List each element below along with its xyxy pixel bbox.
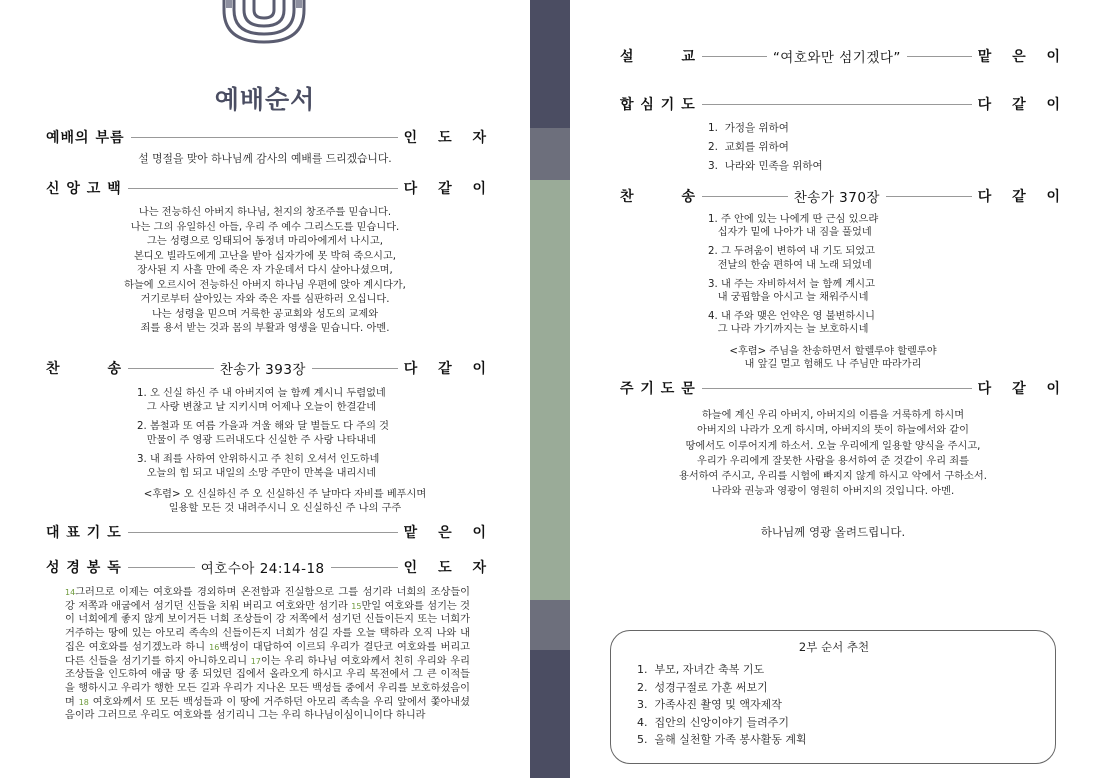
- verse-text: 백성이 대답하여 이르되 우리가 결단코 여호와를 버리고 다른 신들을 섬기기를 하지 아니하오리니: [65, 641, 471, 667]
- creed-line: 나는 그의 유일하신 아들, 우리 주 예수 그리스도를 믿습니다.: [130, 221, 400, 233]
- lords-prayer-label: 주 기 도 문: [620, 381, 696, 397]
- hymn-label: 찬 송: [620, 189, 697, 205]
- divider-line: [128, 532, 398, 533]
- hymn-line: 내 궁핍함을 아시고 늘 채워주시네: [708, 292, 869, 304]
- spine-segment: [530, 128, 570, 180]
- hymn-label: 찬 송: [46, 361, 123, 377]
- hymn-line: 그 사랑 변찮고 날 지키시며 어제나 오늘이 한결같네: [137, 401, 377, 413]
- scripture-reference: 여호수아 24:14-18: [200, 561, 325, 577]
- right-page: [570, 0, 1100, 778]
- hymn-heading: [46, 358, 495, 378]
- call-to-worship-label: 예배의 부름: [46, 130, 125, 146]
- verse-number: 14: [65, 588, 76, 597]
- hymn-line: 전날의 한숨 편하여 내 노래 되었네: [708, 259, 872, 271]
- hymn-line: 3. 내 죄를 사하여 안위하시고 주 친히 오셔서 인도하네: [137, 454, 380, 465]
- verse-text: 만일 여호와를 섬기는 것이 너희에게 좋지 않게 보이거든 너희 조상들이 강 저쪽에서 섬기던 신들이든지 또는 너희가 거주하는 땅에 있는 아모리 족속의 신들이든지 너희가 섬길 자를 오늘 택하라 오직 나와 내 집은 여호와를 섬기겠노라 하니: [65, 600, 470, 653]
- unison-prayer-label: 합 심 기 도: [620, 97, 696, 113]
- creed-line: 장사된 지 사흘 만에 죽은 자 가운데서 다시 살아나셨으며,: [137, 265, 393, 276]
- divider-line: [128, 188, 398, 189]
- hymn-line: 2. 그 두려움이 변하여 내 기도 되었고: [708, 246, 875, 258]
- creed-line: 본디오 빌라도에게 고난을 받아 십자가에 못 박혀 죽으시고,: [133, 250, 397, 262]
- hymn-verses: [137, 387, 389, 480]
- divider-line: [331, 567, 398, 568]
- hymn-line: 3. 내 주는 자비하셔서 늘 함께 계시고: [708, 278, 875, 290]
- hymn-line: 4. 내 주와 맺은 언약은 영 불변하시니: [708, 311, 875, 323]
- recommendation-item: 1. 부모, 자녀간 축복 기도: [637, 663, 765, 676]
- rep-prayer-leader: 맡 은 이: [403, 525, 494, 541]
- lords-prayer-line: 용서하여 주시고, 우리를 시험에 빠지지 않게 하시고 악에서 구하소서.: [679, 471, 987, 483]
- divider-line: [702, 104, 972, 105]
- hymn-verses: [708, 213, 878, 337]
- divider-line: [907, 56, 972, 57]
- verse-number: 16: [209, 642, 220, 652]
- sermon-label: 설 교: [620, 49, 697, 65]
- hymn-leader: 다 같 이: [977, 189, 1069, 205]
- creed-line: 죄를 용서 받는 것과 몸의 부활과 영생을 믿습니다. 아멘.: [140, 323, 390, 334]
- hymn-heading: [620, 186, 1069, 206]
- hymn-line: 1. 오 신실 하신 주 내 아버지여 늘 함께 계시니 두렴없네: [137, 388, 386, 399]
- unison-prayer-heading: [620, 94, 1068, 114]
- call-to-worship-text: 설 명절을 맞아 하나님께 감사의 예배를 드리겠습니다.: [138, 152, 392, 165]
- hymn-line: 오늘의 힘 되고 내일의 소망 주만이 만복을 내리시네: [137, 467, 377, 479]
- verse-number: 17: [250, 656, 261, 666]
- hymn-line: 그 나라 가기까지는 늘 보호하시네: [708, 324, 869, 336]
- scripture-leader: 인 도 자: [403, 560, 494, 576]
- creed-line: 나는 성령을 믿으며 거룩한 공교회와 성도의 교제와: [151, 308, 379, 320]
- lords-prayer-line: 하늘에 계신 우리 아버지, 아버지의 이름을 거룩하게 하시며: [701, 410, 965, 421]
- divider-line: [702, 56, 767, 57]
- verse-text: 여호와께서 또 모든 백성들과 이 땅에 거주하던 아모리 족속을 우리 앞에서 쫓아내셨음이라 그러므로 우리도 여호와를 섬기리니 그는 우리 하나님이심이니이다 하니라: [65, 696, 470, 722]
- page-title: 예배순서: [214, 85, 316, 114]
- hymn-chorus-line: 내 앞길 멀고 험해도 나 주님만 따라가리: [744, 359, 922, 371]
- hymn-chorus-line: <후렴> 오 신실하신 주 오 신실하신 주 날마다 자비를 베푸시며: [143, 489, 427, 500]
- rep-prayer-label: 대 표 기 도: [46, 525, 122, 541]
- rep-prayer-heading: [46, 522, 494, 542]
- verse-number: 15: [351, 601, 362, 611]
- spine-segment: [530, 600, 570, 650]
- hymn-title: 찬송가 393장: [219, 362, 306, 378]
- lords-prayer-line: 땅에서도 이루어지게 하소서. 오늘 우리에게 일용할 양식을 주시고,: [685, 440, 981, 452]
- spine-segment: [530, 650, 570, 778]
- recommendation-list: [637, 661, 807, 749]
- creed-line: 거기로부터 살아있는 자와 죽은 자를 심판하러 오십니다.: [140, 294, 390, 305]
- spine-segment: [530, 0, 570, 128]
- lords-prayer-line: 나라와 권능과 영광이 영원히 아버지의 것입니다. 아멘.: [711, 486, 955, 498]
- creed-text: [0, 206, 530, 337]
- sermon-title: “여호와만 섬기겠다”: [772, 50, 901, 66]
- divider-line: [312, 368, 398, 369]
- divider-line: [128, 567, 195, 568]
- hymn-chorus-line: <후렴> 주님을 찬송하면서 할렐루야 할렐루야: [729, 346, 937, 357]
- hymn-chorus: [0, 488, 530, 515]
- recommendation-title: 2부 순서 추천: [798, 640, 870, 654]
- divider-line: [702, 388, 972, 389]
- call-to-worship-heading: [46, 127, 494, 147]
- hymn-line: 1. 주 안에 있는 나에게 딴 근심 있으랴: [708, 214, 879, 225]
- sermon-heading: [620, 46, 1069, 66]
- hymn-chorus-line: 일용할 모든 것 내려주시니 오 신실하신 주 나의 구주: [168, 502, 402, 514]
- recommendation-item: 5. 올해 실천할 가족 봉사활동 계획: [637, 733, 807, 746]
- hymn-title: 찬송가 370장: [793, 190, 880, 206]
- recommendation-item: 4. 집안의 신앙이야기 들려주기: [637, 715, 789, 729]
- creed-line: 하늘에 오르시어 전능하신 아버지 하나님 우편에 앉아 계시다가,: [124, 279, 406, 291]
- lords-prayer-text: [570, 408, 1096, 500]
- hymn-leader: 다 같 이: [403, 361, 495, 377]
- divider-line: [886, 196, 972, 197]
- prayer-item: 2. 교회를 위하여: [708, 141, 789, 153]
- divider-line: [702, 196, 788, 197]
- closing-text: 하나님께 영광 올려드립니다.: [760, 525, 906, 539]
- call-to-worship-leader: 인 도 자: [403, 130, 494, 146]
- creed-line: 나는 전능하신 아버지 하나님, 천지의 창조주를 믿습니다.: [138, 207, 392, 218]
- verse-number: 18: [78, 697, 89, 707]
- recommendation-box: [610, 630, 1056, 764]
- lords-prayer-line: 아버지의 나라가 오게 하시며, 아버지의 뜻이 하늘에서와 같이: [697, 425, 969, 437]
- creed-leader: 다 같 이: [403, 181, 494, 197]
- recommendation-item: 2. 성경구절로 가훈 써보기: [637, 680, 768, 694]
- verse-text: 그러므로 이제는 여호와를 경외하며 온전함과 진실함으로 그를 섬기라 너희의 조상들이 강 저쪽과 애굽에서 섬기던 신들을 치워 버리고 여호와만 섬기라: [65, 587, 470, 612]
- unison-prayer-leader: 다 같 이: [977, 97, 1068, 113]
- recommendation-item: 3. 가족사진 촬영 및 액자제작: [637, 698, 782, 711]
- spine-segment: [530, 180, 570, 600]
- book-spine: [530, 0, 570, 778]
- divider-line: [131, 137, 398, 138]
- lords-prayer-line: 우리가 우리에게 잘못한 사람을 용서하여 준 것같이 우리 죄를: [697, 455, 969, 467]
- lords-prayer-leader: 다 같 이: [977, 381, 1068, 397]
- hymn-line: 2. 봄철과 또 여름 가을과 겨울 해와 달 별들도 다 주의 것: [137, 421, 390, 432]
- prayer-item: 1. 가정을 위하여: [708, 122, 789, 134]
- divider-line: [128, 368, 214, 369]
- church-logo-icon: [214, 0, 314, 50]
- scripture-label: 성 경 봉 독: [46, 560, 122, 576]
- creed-heading: [46, 178, 494, 198]
- unison-prayer-list: [708, 119, 823, 176]
- left-page: [0, 0, 530, 778]
- creed-line: 그는 성령으로 잉태되어 동정녀 마리아에게서 나시고,: [147, 236, 383, 247]
- scripture-text: [65, 586, 470, 723]
- verse-text: 이는 우리 하나님 여호와께서 친히 우리와 우리 조상들을 인도하여 애굽 땅 종 되었던 집에서 올라오게 하시고 우리 목전에서 그 큰 이적들을 행하시고 우리가 행한 모든 길과 우리가 지나온 모든 백성들 중에서 우리를 보호하셨음이며: [65, 655, 470, 708]
- creed-label: 신 앙 고 백: [46, 181, 122, 197]
- hymn-chorus: [570, 345, 1096, 371]
- hymn-line: 십자가 밑에 나아가 내 짐을 풀었네: [708, 227, 872, 239]
- hymn-line: 만물이 주 영광 드러내도다 신실한 주 사랑 나타내네: [137, 434, 377, 446]
- sermon-leader: 맡 은 이: [977, 49, 1069, 65]
- lords-prayer-heading: [620, 378, 1068, 398]
- scripture-heading: [46, 557, 494, 577]
- prayer-item: 3. 나라와 민족을 위하여: [708, 160, 823, 172]
